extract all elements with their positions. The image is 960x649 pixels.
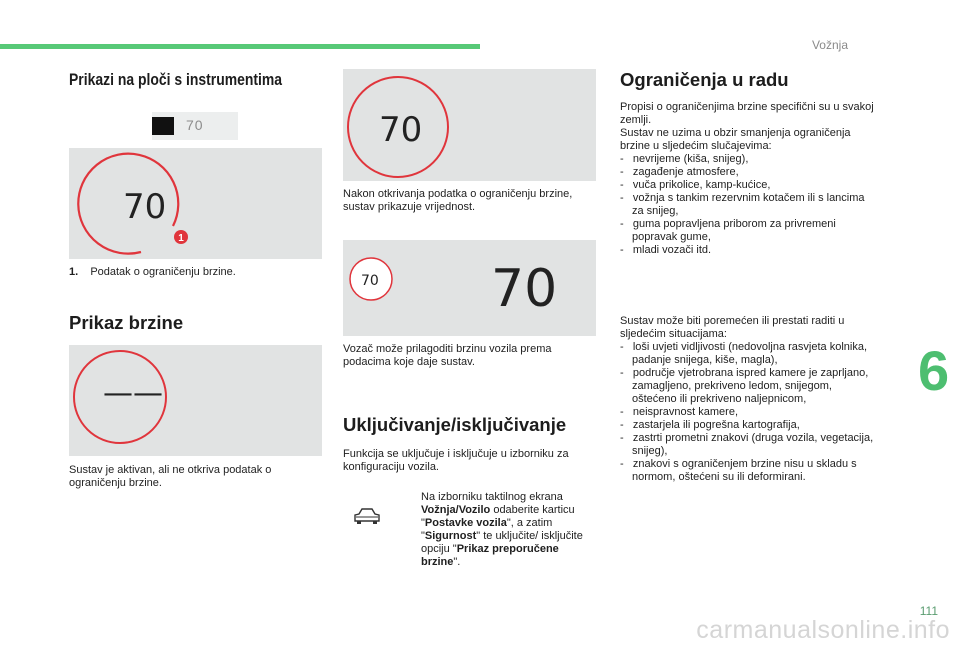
page-number: 111 (919, 604, 938, 618)
list-item: - zastrti prometni znakovi (druga vozila, vegetacija, snijeg), (620, 432, 874, 457)
car-icon (352, 504, 382, 526)
speed-limit-panel-3 (343, 69, 596, 181)
speed-limit-panel-1 (69, 148, 322, 259)
speed-display-caption: Sustav je aktivan, ali ne otkriva podatak o ograničenju brzine. (69, 464, 272, 489)
instr-tab-name: Postavke vozila (424, 517, 507, 529)
list-item: - mladi vozači itd. (620, 244, 712, 256)
chapter-number: 6 (918, 339, 950, 402)
panel-speed-value: 70 (123, 187, 167, 227)
section-title-displays: Prikazi na ploči s instrumentima (69, 70, 283, 89)
list-item: - vožnja s tankim rezervnim kotačem ili s lancima za snijeg, (620, 192, 865, 217)
instr-part-5: ". (453, 556, 461, 568)
detected-sign-icon (343, 69, 596, 181)
dashes-value: —— (103, 376, 163, 411)
limitations-cases-intro: Sustav ne uzima u obzir smanjenja ograničenja brzine u sljedećim slučajevima: (620, 127, 851, 152)
watermark: carmanualsonline.info (696, 616, 950, 644)
list-item: - loši uvjeti vidljivosti (nedovoljna rasvjeta kolnika, padanje snijega, kiše, magla), (620, 341, 868, 366)
small-cluster-display (152, 112, 238, 140)
small-speed-value: 70 (186, 117, 204, 133)
instr-menu-name: Vožnja/Vozilo (421, 504, 491, 516)
instr-part-3: ", a zatim " (421, 517, 553, 542)
figure-caption (69, 266, 329, 279)
section-title-limitations: Ograničenja u radu (620, 69, 789, 90)
instr-part-1: Na izborniku taktilnog ekrana (421, 491, 563, 503)
caption-number: 1. (69, 266, 79, 278)
instruction-text (421, 491, 593, 569)
instruction-marker-icon (405, 491, 415, 501)
adjust-speed-icon (343, 240, 596, 336)
large-speed-value: 70 (491, 259, 558, 319)
malfunction-intro: Sustav može biti poremećen ili prestati raditi u sljedećim situacijama: (620, 315, 845, 340)
callout-marker: 1 (178, 233, 184, 244)
list-item: - guma popravljena priborom za privremeni popravak gume, (620, 218, 836, 243)
chapter-tab (918, 333, 960, 433)
onoff-text: Funkcija se uključuje i isključuje u izborniku za konfiguraciju vozila. (343, 448, 569, 473)
list-item: - vuča prikolice, kamp-kućice, (620, 179, 771, 191)
instr-part-4: " te uključite/ isključite opciju " (421, 530, 583, 555)
no-speed-sign-icon (69, 345, 322, 456)
list-item: - znakovi s ograničenjem brzine nisu u skladu s normom, oštećeni su ili deformirani. (620, 458, 857, 483)
list-item: - zagađenje atmosfere, (620, 166, 739, 178)
instr-part-2: odaberite karticu " (421, 504, 575, 529)
detection-caption: Nakon otkrivanja podatka o ograničenju brzine, sustav prikazuje vrijednost. (343, 188, 573, 213)
section-label: Vožnja (811, 38, 848, 52)
caption-text: Podatak o ograničenju brzine. (90, 266, 236, 278)
small-sign-value: 70 (361, 273, 379, 289)
chapter-color-bar (0, 44, 480, 49)
list-item: - neispravnost kamere, (620, 406, 739, 418)
driver-caption: Vozač može prilagoditi brzinu vozila prema podacima koje daje sustav. (343, 343, 552, 368)
limitations-block-1 (620, 101, 875, 257)
instr-option-name: Prikaz preporučene brzine (421, 543, 559, 568)
limitations-intro: Propisi o ograničenjima brzine specifični su u svakoj zemlji. (620, 101, 874, 126)
limitations-block-2 (620, 315, 875, 484)
list-item: - područje vjetrobrana ispred kamere je zaprljano, zamagljeno, prekriveno ledom, snijegom, oštećeno ili prekriveno naljepnicom, (620, 367, 869, 405)
list-item: - zastarjela ili pogrešna kartografija, (620, 419, 800, 431)
black-block-icon (152, 117, 174, 135)
section-title-onoff: Uključivanje/isključivanje (343, 414, 567, 435)
list-item: - nevrijeme (kiša, snijeg), (620, 153, 749, 165)
speed-limit-panel-2 (69, 345, 322, 456)
section-title-speed-display: Prikaz brzine (69, 312, 184, 333)
detected-speed-value: 70 (379, 110, 423, 150)
speed-limit-sign-icon (69, 148, 322, 259)
instr-security-name: Sigurnost (424, 530, 477, 542)
speed-limit-panel-4 (343, 240, 596, 336)
